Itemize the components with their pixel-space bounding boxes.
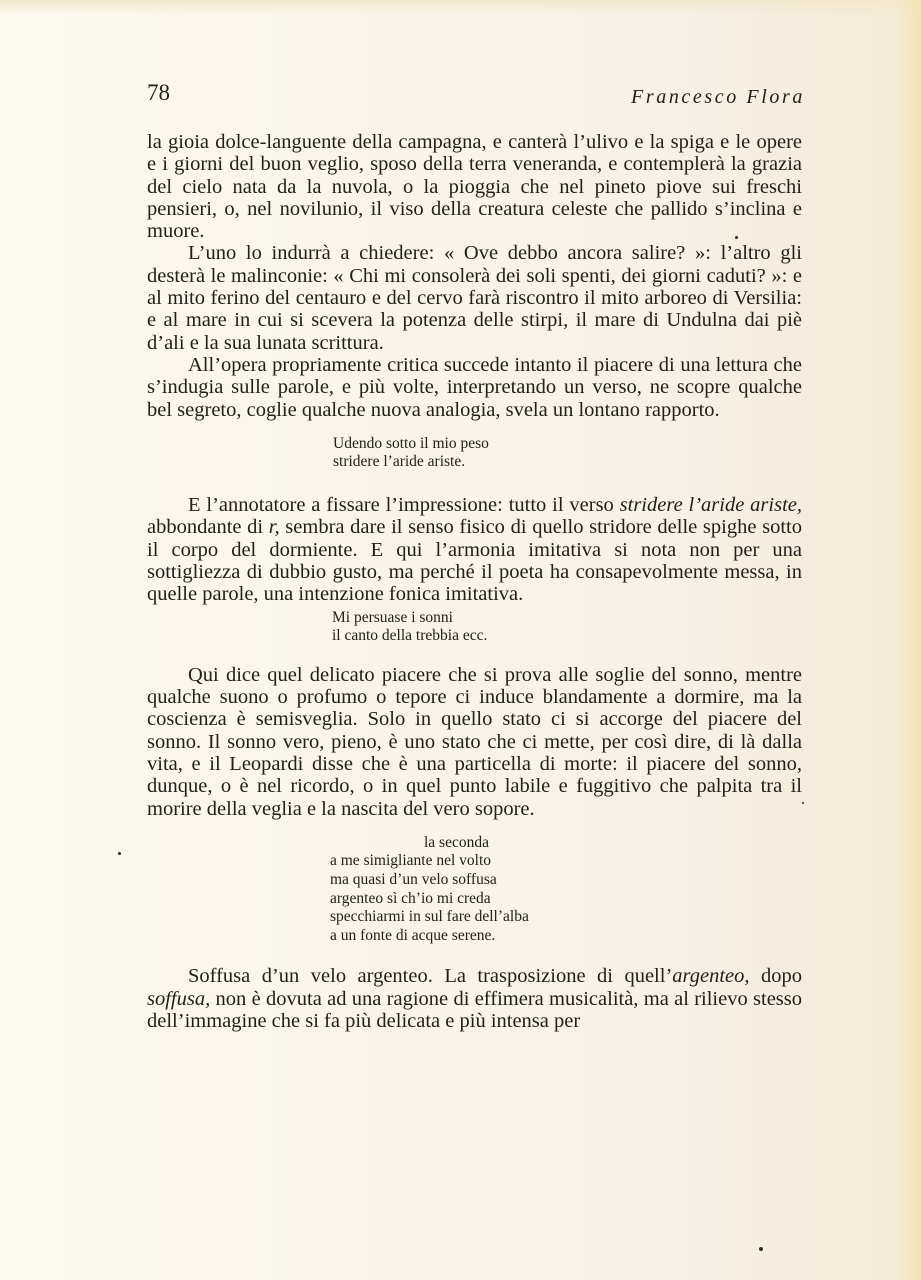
verse-line: il canto della trebbia ecc. bbox=[332, 627, 488, 645]
paragraph-4-italic-letter: r, bbox=[268, 516, 280, 539]
running-head: Francesco Flora bbox=[631, 86, 805, 108]
verse-line: Udendo sotto il mio peso bbox=[333, 434, 489, 452]
paragraph-2: L’uno lo indurrà a chiedere: « Ove debbo ancora salire? »: l’altro gli desterà le malinconie: « Chi mi consolerà dei soli spenti, dei giorni caduti? »: e al mito ferino del centauro e del cervo farà riscontro il mito arboreo di Versilia: e al mare in cui si scevera la potenza delle stirpi, il mare di Undulna dai piè d’ali e la sua lunata scrittura. bbox=[147, 242, 802, 354]
paper-speck bbox=[759, 1247, 763, 1251]
verse-line: argenteo sì ch’io mi creda bbox=[330, 889, 491, 907]
verse-line: Mi persuase i sonni bbox=[332, 608, 453, 626]
page-right-edge bbox=[895, 0, 921, 1280]
paragraph-6-italic-word: soffusa, bbox=[147, 987, 211, 1010]
paragraph-6-text: dopo bbox=[749, 965, 802, 988]
paragraph-4-text: E l’annotatore a fissare l’impressione: tutto il verso bbox=[188, 494, 620, 517]
paragraph-5: Qui dice quel delicato piacere che si prova alle soglie del sonno, mentre qualche suono o profumo o tepore ci induce blandamente a dormire, ma la coscienza è semisveglia. Solo in quello stato ci si accorge del piacere del sonno. Il sonno vero, pieno, è uno stato che ci mette, per così dire, di là dalla vita, e il Leopardi disse che è una particella di morte: il piacere del sonno, dunque, o è nel ricordo, o in quel punto labile e fuggitivo che palpita tra il morire della veglia e la nascita del vero sopore. bbox=[147, 663, 802, 820]
paragraph-4-text: abbondante di bbox=[147, 516, 269, 539]
paper-speck bbox=[118, 852, 121, 855]
paragraph-3: All’opera propriamente critica succede intanto il piacere di una lettura che s’indugia sulle parole, e più volte, interpretando un verso, ne scopre qualche bel segreto, coglie qualche nuova analogia, svela un lontano rapporto. bbox=[147, 353, 802, 421]
paragraph-1: la gioia dolce-languente della campagna, e canterà l’ulivo e la spiga e le opere e i giorni del buon veglio, sposo della terra veneranda, e contemplerà la grazia del cielo nata da la nuvola, o la pioggia che nel pineto piove sui freschi pensieri, o, nel novilunio, il viso della creatura celeste che pallido s’inclina e muore. bbox=[147, 131, 802, 243]
page-header bbox=[147, 80, 805, 112]
paper-speck bbox=[735, 236, 738, 239]
paragraph-6-text: non è dovuta ad una ragione di effimera musicalità, ma al rilievo stesso dell’immagine che si fa più delicata e più intensa per bbox=[147, 987, 802, 1032]
page-body bbox=[147, 131, 802, 1032]
paragraph-4 bbox=[147, 494, 802, 605]
verse-line: la seconda bbox=[424, 833, 489, 851]
page-number: 78 bbox=[147, 80, 170, 105]
verse-line: a me simigliante nel volto bbox=[330, 852, 491, 870]
verse-line: a un fonte di acque serene. bbox=[330, 926, 496, 944]
verse-quotation-2 bbox=[332, 609, 802, 646]
verse-quotation-1 bbox=[333, 435, 802, 472]
paragraph-4-text: sembra dare il senso fisico di quello stridore delle spighe sotto il corpo del dormiente. E qui l’armonia imitativa si nota non per una sottigliezza di dubbio gusto, ma perché il poeta ha consapevolmente messa, in quelle parole, una intenzione fonica imitativa. bbox=[147, 516, 802, 606]
paper-speck bbox=[802, 802, 804, 804]
paragraph-6-text: Soffusa d’un velo argenteo. La trasposizione di quell’ bbox=[188, 965, 673, 988]
page-top-shadow bbox=[0, 0, 921, 14]
verse-line: stridere l’aride ariste. bbox=[333, 453, 466, 471]
verse-line: ma quasi d’un velo soffusa bbox=[330, 870, 497, 888]
paragraph-6 bbox=[147, 965, 802, 1032]
verse-quotation-3 bbox=[330, 834, 802, 946]
paragraph-4-italic-quote: stridere l’aride ariste, bbox=[619, 494, 802, 517]
paragraph-6-italic-word: argenteo, bbox=[672, 965, 750, 988]
verse-line: specchiarmi in sul fare dell’alba bbox=[330, 908, 529, 926]
